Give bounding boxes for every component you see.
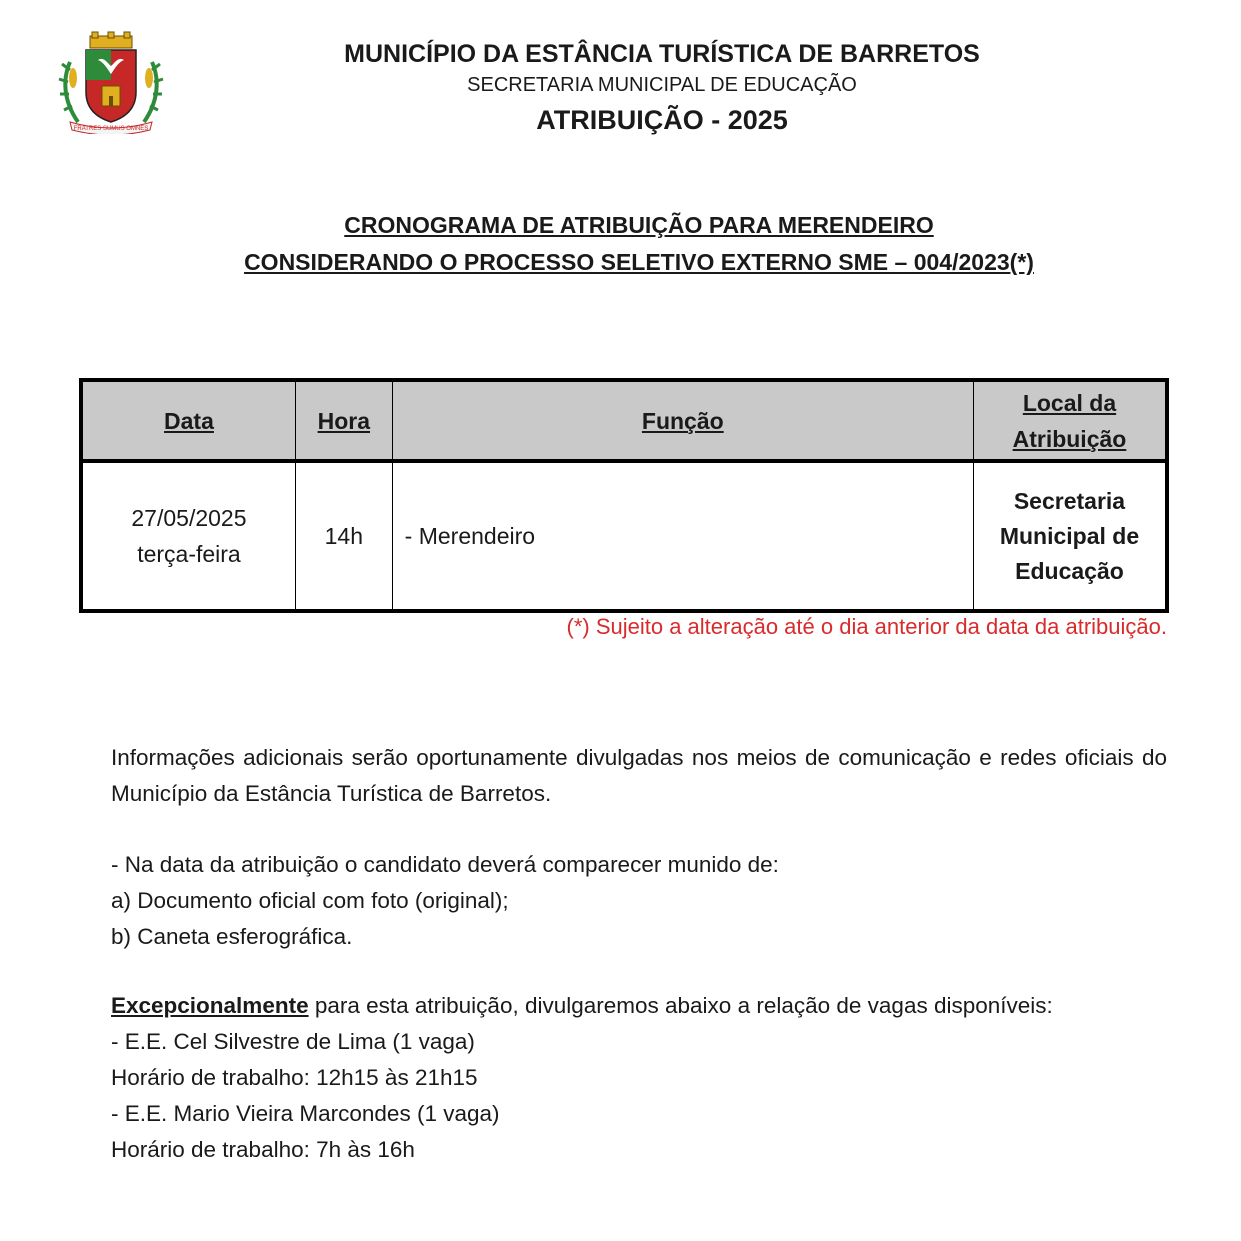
schedule-title (80, 207, 1198, 281)
municipal-crest-logo (58, 30, 164, 134)
col-header-local-line1: Local da (1022, 389, 1117, 416)
cell-funcao: - Merendeiro (392, 461, 973, 611)
table-row (81, 461, 1167, 611)
cell-hora: 14h (295, 461, 392, 611)
table-header-row (81, 380, 1167, 461)
body-text (111, 740, 1167, 1168)
col-header-data: Data (81, 380, 295, 461)
cell-local-line3: Educação (1015, 557, 1124, 584)
cell-date (81, 461, 295, 611)
vacancies-intro-text: para esta atribuição, divulgaremos abaixo a relação de vagas disponíveis: (308, 993, 1053, 1018)
col-header-local (973, 380, 1167, 461)
schedule-title-line1: CRONOGRAMA DE ATRIBUIÇÃO PARA MERENDEIRO (344, 212, 934, 238)
secretariat-name: SECRETARIA MUNICIPAL DE EDUCAÇÃO (467, 74, 857, 96)
exceptionally-word: Excepcionalmente (111, 993, 309, 1018)
crest-motto: FRATRES SUMUS OMNES (73, 126, 149, 132)
cell-local (973, 461, 1167, 611)
work-hours: Horário de trabalho: 7h às 16h (111, 1137, 415, 1162)
vacancy-item: - E.E. Mario Vieira Marcondes (1 vaga) (111, 1101, 500, 1126)
work-hours: Horário de trabalho: 12h15 às 21h15 (111, 1065, 478, 1090)
additional-info-paragraph: Informações adicionais serão oportunamente divulgadas nos meios de comunicação e redes oficiais do Município da Estância Turística de Barretos. (111, 745, 1167, 806)
cell-local-line2: Municipal de (999, 522, 1140, 549)
document-header (300, 38, 1024, 140)
requirements-intro: - Na data da atribuição o candidato deverá comparecer munido de: (111, 852, 779, 877)
requirement-item: b) Caneta esferográfica. (111, 924, 353, 949)
schedule-table (79, 378, 1169, 613)
requirement-item: a) Documento oficial com foto (original); (111, 888, 509, 913)
col-header-local-line2: Atribuição (1012, 425, 1127, 452)
col-header-hora: Hora (295, 380, 392, 461)
vacancies-paragraph (111, 988, 1167, 1024)
col-header-funcao: Função (392, 380, 973, 461)
cell-local-line1: Secretaria (1013, 487, 1126, 514)
document-heading: ATRIBUIÇÃO - 2025 (536, 105, 788, 135)
municipality-name: MUNICÍPIO DA ESTÂNCIA TURÍSTICA DE BARRETOS (344, 40, 980, 68)
cell-date-value: 27/05/2025 (131, 505, 247, 531)
vacancy-item: - E.E. Cel Silvestre de Lima (1 vaga) (111, 1029, 475, 1054)
footnote-disclaimer: (*) Sujeito a alteração até o dia anterior da data da atribuição. (566, 614, 1167, 639)
schedule-title-line2: CONSIDERANDO O PROCESSO SELETIVO EXTERNO SME – 004/2023(*) (244, 249, 1034, 275)
cell-weekday-value: terça-feira (137, 541, 241, 567)
